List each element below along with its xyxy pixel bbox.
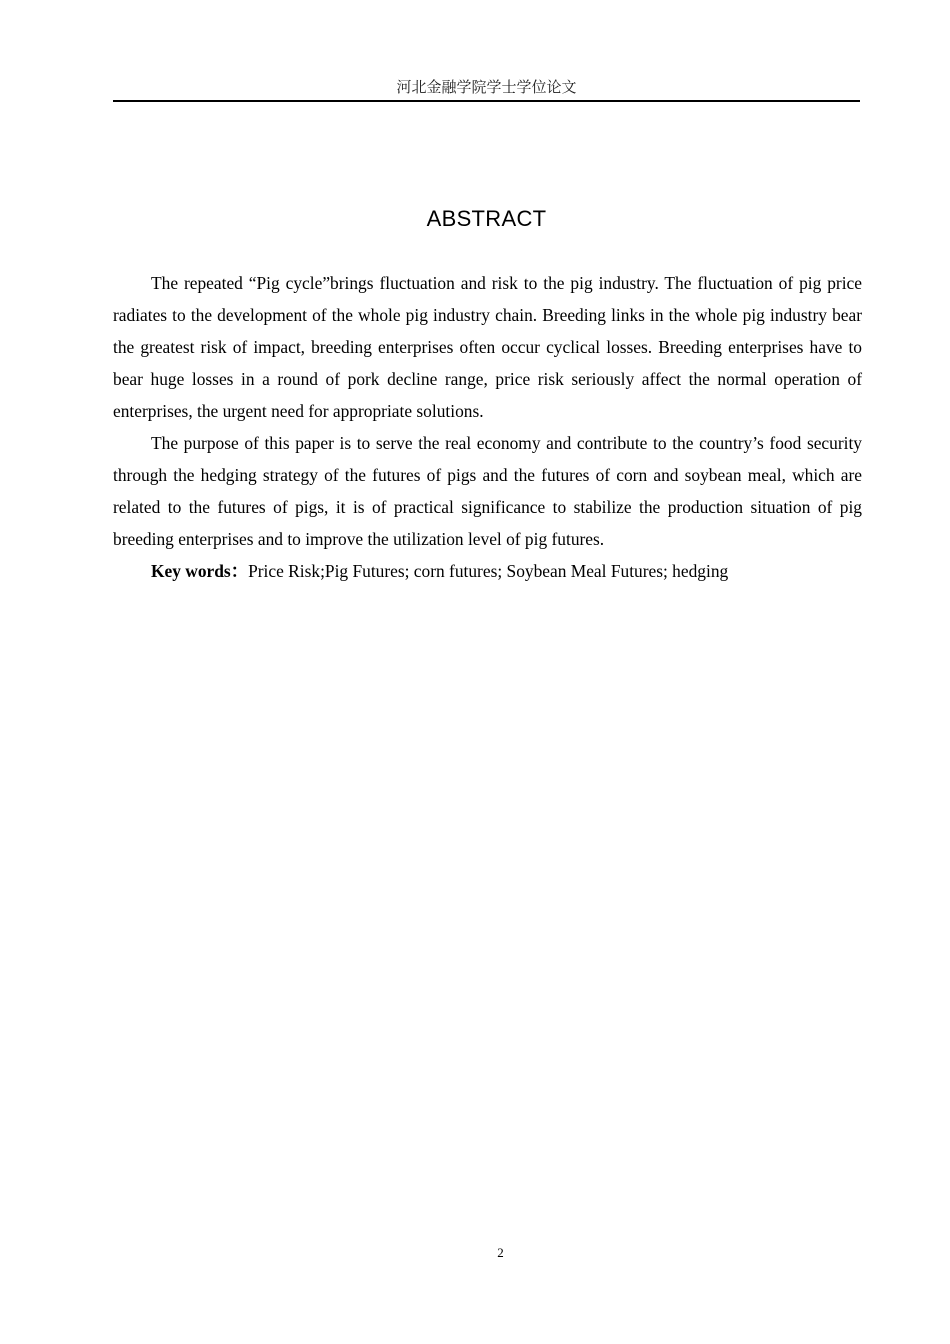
page-number: 2 xyxy=(497,1245,504,1260)
keywords-label: Key words： xyxy=(151,561,249,581)
abstract-paragraph-1: The repeated “Pig cycle”brings fluctuation and risk to the pig industry. The fluctuation of pig price radiates to the development of the whole pig industry chain. Breeding links in the whole pig industry bear the greatest risk of impact, breeding enterprises often occur cyclical losses. Breeding enterprises have to bear huge losses in a round of pork decline range, price risk seriously affect the normal operation of enterprises, the urgent need for appropriate solutions. xyxy=(113,273,862,421)
abstract-paragraph-2: The purpose of this paper is to serve the real economy and contribute to the country’s food security through the hedging strategy of the futures of pigs and the futures of corn and soybean meal, which are related to the futures of pigs, it is of practical significance to stabilize the production situation of pig breeding enterprises and to improve the utilization level of pig futures. xyxy=(113,433,862,549)
running-header: 河北金融学院学士学位论文 xyxy=(396,78,577,96)
keywords-line xyxy=(113,555,862,587)
abstract-heading: ABSTRACT xyxy=(426,206,547,231)
abstract-body xyxy=(113,267,862,587)
header-divider xyxy=(113,100,860,102)
keywords-text: Price Risk;Pig Futures; corn futures; Soybean Meal Futures; hedging xyxy=(248,561,729,581)
